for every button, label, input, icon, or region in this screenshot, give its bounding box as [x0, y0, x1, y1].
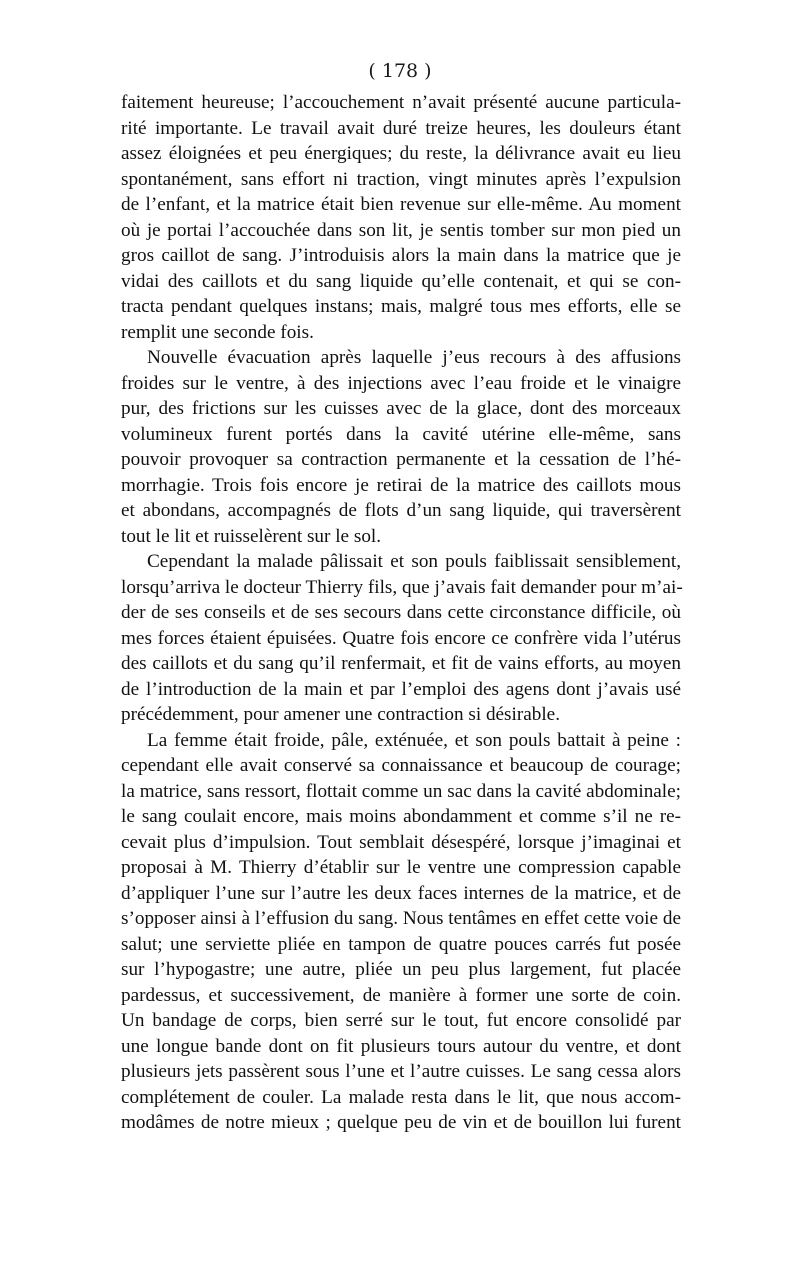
text-line: modâmes de notre mieux ; quelque peu de vin et de bouillon lui furent — [121, 1112, 681, 1133]
text-line: s’opposer ainsi à l’effusion du sang. Nous tentâmes en effet cette voie de — [121, 908, 681, 929]
text-line: et abondans, accompagnés de flots d’un sang liquide, qui traversèrent — [121, 500, 681, 521]
body-text — [121, 90, 681, 1136]
text-line: Nouvelle évacuation après laquelle j’eus recours à des affusions — [147, 347, 681, 368]
text-line: Un bandage de corps, bien serré sur le tout, fut encore consolidé par — [121, 1010, 681, 1031]
text-line: spontanément, sans effort ni traction, vingt minutes après l’expulsion — [121, 168, 681, 190]
text-line: tracta pendant quelques instans; mais, malgré tous mes efforts, elle se — [121, 296, 681, 317]
text-line: La femme était froide, pâle, exténuée, et son pouls battait à peine : — [147, 729, 681, 751]
text-line: cependant elle avait conservé sa connaissance et beaucoup de courage; — [121, 755, 681, 776]
text-line: pur, des frictions sur les cuisses avec de la glace, dont des morceaux — [121, 398, 681, 419]
text-line: faitement heureuse; l’accouchement n’avait présenté aucune particula- — [121, 92, 681, 113]
text-line: volumineux furent portés dans la cavité utérine elle-même, sans — [121, 423, 681, 445]
text-line: salut; une serviette pliée en tampon de quatre pouces carrés fut posée — [121, 933, 681, 955]
text-line: précédemment, pour amener une contraction si désirable. — [121, 704, 560, 725]
text-line: vidai des caillots et du sang liquide qu’elle contenait, et qui se con- — [121, 270, 681, 292]
text-line: lorsqu’arriva le docteur Thierry fils, que j’avais fait demander pour m’ai- — [121, 576, 683, 598]
text-line: sur l’hypogastre; une autre, pliée un peu plus largement, fut placée — [121, 959, 681, 980]
text-line: la matrice, sans ressort, flottait comme un sac dans la cavité abdominale; — [121, 780, 681, 802]
text-line: remplit une seconde fois. — [121, 321, 314, 343]
text-line: proposai à M. Thierry d’établir sur le ventre une compression capable — [121, 857, 681, 878]
text-line: de l’introduction de la main et par l’emploi des agens dont j’avais usé — [121, 678, 681, 700]
text-line: cevait plus d’impulsion. Tout semblait désespéré, lorsque j’imaginai et — [121, 831, 681, 853]
paragraph-3 — [121, 549, 681, 728]
text-line: assez éloignées et peu énergiques; du reste, la délivrance avait eu lieu — [121, 143, 681, 164]
text-line: pardessus, et successivement, de manière à former une sorte de coin. — [121, 984, 681, 1006]
text-line: le sang coulait encore, mais moins abondamment et comme s’il ne re- — [121, 806, 681, 827]
text-line: morrhagie. Trois fois encore je retirai de la matrice des caillots mous — [121, 474, 681, 496]
text-line: complétement de couler. La malade resta dans le lit, que nous accom- — [121, 1086, 681, 1108]
text-line: de l’enfant, et la matrice était bien revenue sur elle-même. Au moment — [121, 194, 681, 215]
text-line: rité importante. Le travail avait duré treize heures, les douleurs étant — [121, 117, 681, 139]
paragraph-2 — [121, 345, 681, 549]
text-line: des caillots et du sang qu’il renfermait, et fit de vains efforts, au moyen — [121, 653, 681, 674]
text-line: une longue bande dont on fit plusieurs tours autour du ventre, et dont — [121, 1035, 681, 1057]
text-line: plusieurs jets passèrent sous l’une et l’autre cuisses. Le sang cessa alors — [121, 1061, 681, 1082]
text-line: pouvoir provoquer sa contraction permanente et la cessation de l’hé- — [121, 449, 681, 470]
text-line: Cependant la malade pâlissait et son pouls faiblissait sensiblement, — [147, 551, 681, 572]
text-line: mes forces étaient épuisées. Quatre fois encore ce confrère vida l’utérus — [121, 627, 681, 649]
page-number: ( 178 ) — [368, 60, 432, 82]
text-line: der de ses conseils et de ses secours dans cette circonstance difficile, où — [121, 602, 681, 623]
paragraph-4 — [121, 728, 681, 1136]
paragraph-1 — [121, 90, 681, 345]
text-line: froides sur le ventre, à des injections avec l’eau froide et le vinaigre — [121, 372, 681, 394]
text-line: d’appliquer l’une sur l’autre les deux faces internes de la matrice, et de — [121, 882, 681, 904]
text-line: tout le lit et ruisselèrent sur le sol. — [121, 525, 382, 547]
text-line: où je portai l’accouchée dans son lit, je sentis tomber sur mon pied un — [121, 219, 681, 241]
text-line: gros caillot de sang. J’introduisis alors la main dans la matrice que je — [121, 245, 681, 266]
